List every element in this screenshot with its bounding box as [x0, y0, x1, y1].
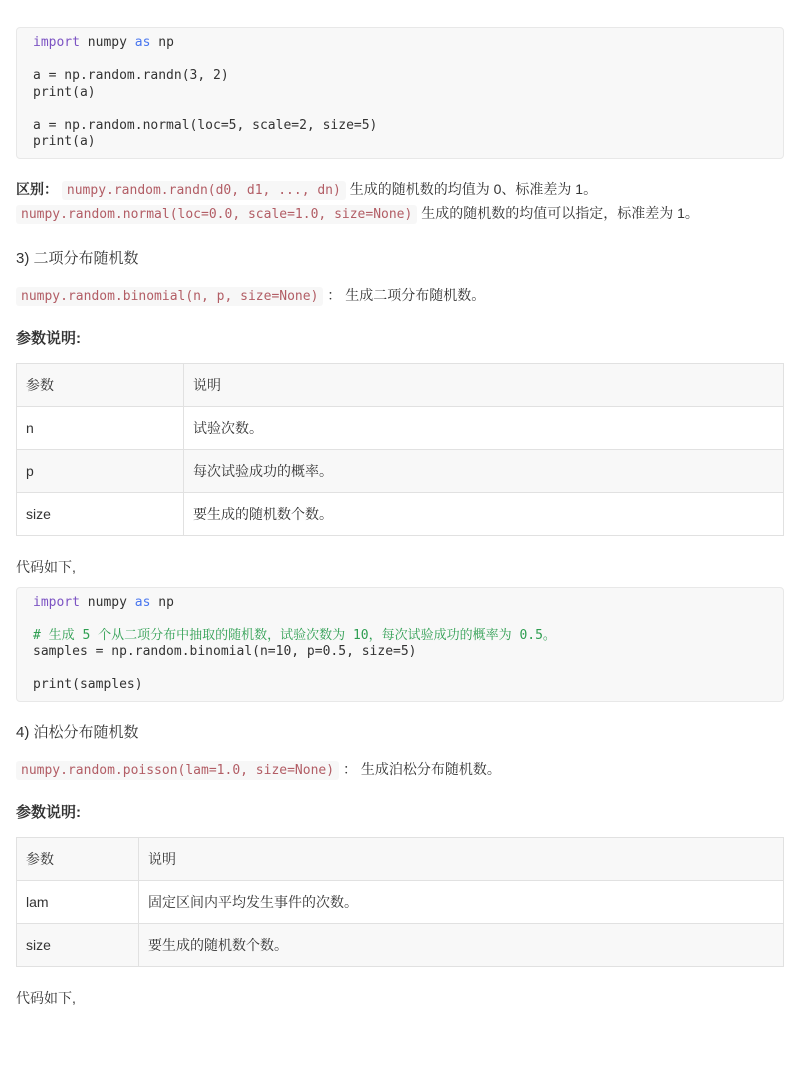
code-block-randn-normal: [16, 27, 784, 159]
param-name-cell: lam: [17, 880, 139, 923]
table-row: [17, 880, 784, 923]
inline-code-poisson-signature: numpy.random.poisson(lam=1.0, size=None): [16, 761, 339, 780]
difference-text-1: 生成的随机数的均值为 0、标准差为 1。: [345, 180, 598, 197]
code-intro-poisson: 代码如下,: [16, 989, 76, 1006]
code-line-print: print(a): [33, 84, 96, 100]
table-header-row: [17, 363, 784, 406]
code-text: numpy: [79, 35, 135, 50]
code-line-samples: samples = np.random.binomial(n=10, p=0.5, size=5): [33, 644, 417, 659]
inline-code-normal-signature: numpy.random.normal(loc=0.0, scale=1.0, size=None): [16, 205, 417, 224]
code-line-normal: a = np.random.normal(loc=5, scale=2, size=5): [33, 117, 378, 133]
params-label-poisson: 参数说明:: [16, 803, 81, 821]
param-desc-cell: 每次试验成功的概率。: [184, 449, 784, 492]
table-row: [17, 923, 784, 966]
table-header-desc: 说明: [184, 363, 784, 406]
table-header-param: 参数: [17, 363, 184, 406]
difference-label: 区别：: [16, 180, 58, 197]
code-line-print: print(samples): [33, 677, 143, 692]
param-name-cell: n: [17, 406, 184, 449]
section-heading-poisson: 4) 泊松分布随机数: [16, 723, 139, 741]
code-intro-binomial: 代码如下,: [16, 558, 76, 575]
params-label-binomial: 参数说明:: [16, 329, 81, 347]
param-name-cell: p: [17, 449, 184, 492]
keyword-as: as: [134, 35, 151, 50]
blank-code-line: [33, 611, 767, 628]
poisson-description: ： 生成泊松分布随机数。: [339, 760, 501, 777]
poisson-params-table: [16, 837, 784, 967]
code-text: np: [150, 594, 174, 610]
code-block-binomial: [16, 587, 784, 702]
code-line-import: [33, 35, 767, 52]
inline-code-randn-signature: numpy.random.randn(d0, d1, ..., dn): [62, 181, 346, 200]
blank-code-line: [33, 52, 767, 69]
table-row: [17, 492, 784, 535]
poisson-signature-paragraph: [16, 759, 784, 781]
table-row: [17, 449, 784, 492]
code-line-randn: a = np.random.randn(3, 2): [33, 68, 229, 83]
binomial-description: ： 生成二项分布随机数。: [323, 286, 486, 303]
param-desc-cell: 试验次数。: [184, 406, 784, 449]
param-name-cell: size: [17, 923, 139, 966]
difference-paragraph: [16, 178, 784, 226]
table-header-row: [17, 837, 784, 880]
table-header-param: 参数: [17, 837, 139, 880]
binomial-signature-paragraph: [16, 285, 784, 307]
code-line-import: [33, 595, 767, 612]
keyword-as: as: [134, 594, 151, 610]
blank-code-line: [33, 661, 767, 678]
param-desc-cell: 要生成的随机数个数。: [139, 923, 784, 966]
param-name-cell: size: [17, 492, 184, 535]
difference-text-2: 生成的随机数的均值可以指定，标准差为 1。: [417, 204, 699, 221]
code-text: np: [150, 35, 174, 50]
table-header-desc: 说明: [139, 837, 784, 880]
code-line-print: print(a): [33, 134, 96, 149]
table-row: [17, 406, 784, 449]
keyword-import: import: [33, 35, 80, 50]
param-desc-cell: 要生成的随机数个数。: [184, 492, 784, 535]
code-comment-line: # 生成 5 个从二项分布中抽取的随机数，试验次数为 10，每次试验成功的概率为 0.5。: [33, 627, 556, 643]
keyword-import: import: [33, 594, 80, 610]
blank-code-line: [33, 101, 767, 118]
section-heading-binomial: 3) 二项分布随机数: [16, 249, 139, 267]
inline-code-binomial-signature: numpy.random.binomial(n, p, size=None): [16, 287, 323, 306]
param-desc-cell: 固定区间内平均发生事件的次数。: [139, 880, 784, 923]
code-text: numpy: [79, 594, 135, 610]
binomial-params-table: [16, 363, 784, 536]
